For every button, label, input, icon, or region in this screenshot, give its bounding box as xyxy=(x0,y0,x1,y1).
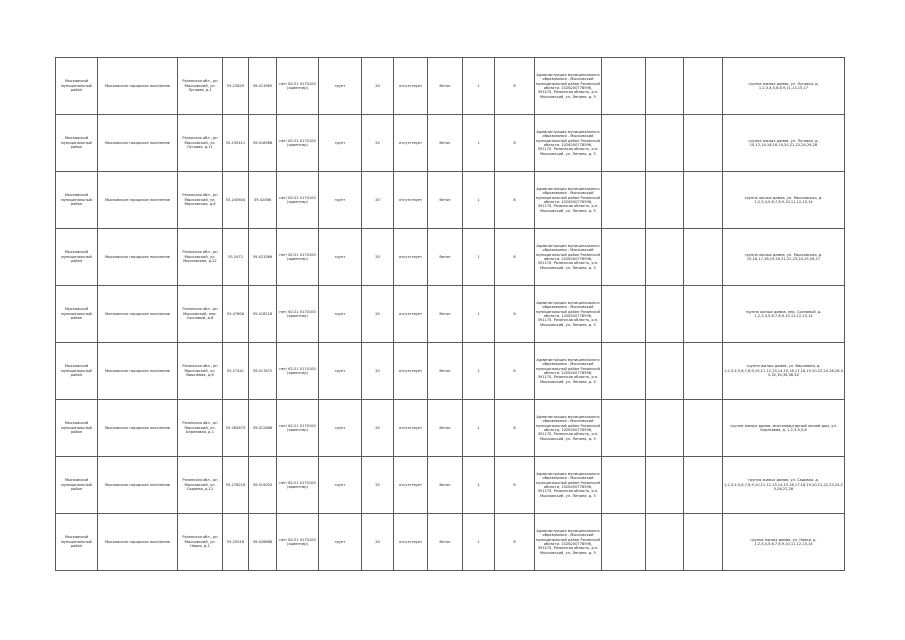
longitude-cell: 39.42066 xyxy=(249,172,277,229)
owner-cell: Администрация муниципального образования - Мысковский муниципальный район Рязанской области, 1026200778596, 391170, Рязанская область, р.п. Мысковский, ул. Ленина, д. 5 xyxy=(535,115,602,172)
container-volume-cell: 8 xyxy=(495,58,535,115)
owner-cell: Администрация муниципального образования - Мысковский муниципальный район Рязанской области, 1026200778596, 391170, Рязанская область, р.п. Мысковский, ул. Ленина, д. 5 xyxy=(535,286,602,343)
cover-cell: отсутствует xyxy=(394,58,428,115)
cadastral-cell: нет/ 62:21 0170100 (ориентир) xyxy=(277,58,319,115)
empty-cell xyxy=(602,229,646,286)
table-row xyxy=(56,457,845,514)
waste-sources-cell: группа жилых домов, пер. Сосновый, д. 1,2,3,4,5,6,7,8,9,10,11,12,13,14 xyxy=(723,286,845,343)
surface-cell: грунт xyxy=(319,514,362,571)
empty-cell xyxy=(646,58,684,115)
table-row xyxy=(56,343,845,400)
cadastral-cell: нет/ 62:21 0170100 (ориентир) xyxy=(277,286,319,343)
address-cell: Рязанская обл., рп Мысковский, пер. Сосновый, д.6 xyxy=(178,286,223,343)
waste-sources-cell: группа жилых домов, ул. Луговая, д. 1,2,3,4,5,6,8,9,11,13,15,17 xyxy=(723,58,845,115)
container-count-cell: 1 xyxy=(463,514,495,571)
surface-cell: грунт xyxy=(319,400,362,457)
address-cell: Рязанская обл., рп Мысковский, ул. Луговая, д.1 xyxy=(178,58,223,115)
empty-cell xyxy=(646,229,684,286)
empty-cell xyxy=(646,457,684,514)
cadastral-cell: нет/ 62:21 0170100 (ориентир) xyxy=(277,343,319,400)
container-volume-cell: 8 xyxy=(495,343,535,400)
area-cell: 20 xyxy=(362,58,394,115)
fence-cell: бетон xyxy=(428,400,463,457)
container-volume-cell: 8 xyxy=(495,514,535,571)
container-count-cell: 1 xyxy=(463,229,495,286)
empty-cell xyxy=(684,457,723,514)
latitude-cell: 55.278216 xyxy=(223,457,249,514)
cover-cell: отсутствует xyxy=(394,286,428,343)
container-sites-table xyxy=(55,57,845,571)
empty-cell xyxy=(646,514,684,571)
address-cell: Рязанская обл., рп Мысковский, ул. Березовая, д.1 xyxy=(178,400,223,457)
longitude-cell: 39.423366 xyxy=(249,229,277,286)
cover-cell: отсутствует xyxy=(394,229,428,286)
waste-sources-cell: группа жилых домов, ул. Луговая, д. 10,12,14,16,18,19,20,21,22,24,26,28 xyxy=(723,115,845,172)
table-row xyxy=(56,115,845,172)
cover-cell: отсутствует xyxy=(394,457,428,514)
settlement-cell: Мысковское городское поселение xyxy=(98,172,178,229)
owner-cell: Администрация муниципального образования - Мысковский муниципальный район Рязанской области, 1026200778596, 391170, Рязанская область, р.п. Мысковский, ул. Ленина, д. 5 xyxy=(535,514,602,571)
container-count-cell: 1 xyxy=(463,286,495,343)
waste-sources-cell: группа жилых домов, многоквартирный жилой дом, ул. Березовая, д. 1,2,3,4,5,6 xyxy=(723,400,845,457)
empty-cell xyxy=(646,286,684,343)
cadastral-cell: нет/ 62:21 0170100 (ориентир) xyxy=(277,229,319,286)
empty-cell xyxy=(602,514,646,571)
fence-cell: бетон xyxy=(428,457,463,514)
latitude-cell: 55.23829 xyxy=(223,58,249,115)
fence-cell: бетон xyxy=(428,115,463,172)
surface-cell: грунт xyxy=(319,457,362,514)
settlement-cell: Мысковское городское поселение xyxy=(98,229,178,286)
cadastral-cell: нет/ 62:21 0170100 (ориентир) xyxy=(277,172,319,229)
waste-sources-cell: группа жилых домов, ул. Мысковская, д. 15,16,17,18,19,20,21,22,23,24,25,26,27 xyxy=(723,229,845,286)
surface-cell: грунт xyxy=(319,58,362,115)
table-row xyxy=(56,172,845,229)
settlement-cell: Мысковское городское поселение xyxy=(98,58,178,115)
container-count-cell: 1 xyxy=(463,58,495,115)
surface-cell: грунт xyxy=(319,229,362,286)
district-cell: Мысковский муниципальный район xyxy=(56,343,98,400)
empty-cell xyxy=(684,172,723,229)
area-cell: 20 xyxy=(362,514,394,571)
area-cell: 20 xyxy=(362,229,394,286)
empty-cell xyxy=(684,286,723,343)
container-count-cell: 1 xyxy=(463,457,495,514)
container-count-cell: 1 xyxy=(463,400,495,457)
address-cell: Рязанская обл., рп Мысковский, ул. Садовая, д.12 xyxy=(178,457,223,514)
settlement-cell: Мысковское городское поселение xyxy=(98,115,178,172)
empty-cell xyxy=(602,343,646,400)
waste-sources-cell: группа жилых домов, ул. Новая, д. 1,2,3,4,5,6,7,8,9,10,11,12,13,14 xyxy=(723,514,845,571)
address-cell: Рязанская обл., рп Мысковский, ул. Мысковская, д.22 xyxy=(178,229,223,286)
cover-cell: отсутствует xyxy=(394,400,428,457)
empty-cell xyxy=(602,286,646,343)
district-cell: Мысковский муниципальный район xyxy=(56,229,98,286)
owner-cell: Администрация муниципального образования - Мысковский муниципальный район Рязанской области, 1026200778596, 391170, Рязанская область, р.п. Мысковский, ул. Ленина, д. 5 xyxy=(535,229,602,286)
district-cell: Мысковский муниципальный район xyxy=(56,400,98,457)
area-cell: 20 xyxy=(362,286,394,343)
empty-cell xyxy=(646,343,684,400)
fence-cell: бетон xyxy=(428,286,463,343)
fence-cell: бетон xyxy=(428,514,463,571)
owner-cell: Администрация муниципального образования - Мысковский муниципальный район Рязанской области, 1026200778596, 391170, Рязанская область, р.п. Мысковский, ул. Ленина, д. 5 xyxy=(535,457,602,514)
waste-sources-cell: группа жилых домов, ул. Мысковская, д. 1,2,3,4,5,6,7,8,9,10,11,12,13,14 xyxy=(723,172,845,229)
empty-cell xyxy=(646,400,684,457)
container-volume-cell: 8 xyxy=(495,115,535,172)
empty-cell xyxy=(684,400,723,457)
longitude-cell: 39.415025 xyxy=(249,457,277,514)
address-cell: Рязанская обл., рп Мысковский, ул. Вишневая, д.6 xyxy=(178,343,223,400)
empty-cell xyxy=(646,172,684,229)
longitude-cell: 39.413965 xyxy=(249,58,277,115)
empty-cell xyxy=(602,58,646,115)
latitude-cell: 55.47806 xyxy=(223,286,249,343)
empty-cell xyxy=(602,115,646,172)
area-cell: 20 xyxy=(362,343,394,400)
container-volume-cell: 8 xyxy=(495,229,535,286)
empty-cell xyxy=(684,514,723,571)
district-cell: Мысковский муниципальный район xyxy=(56,286,98,343)
latitude-cell: 55.265673 xyxy=(223,400,249,457)
cover-cell: отсутствует xyxy=(394,343,428,400)
table-row xyxy=(56,58,845,115)
container-volume-cell: 8 xyxy=(495,400,535,457)
longitude-cell: 39.417672 xyxy=(249,343,277,400)
cover-cell: отсутствует xyxy=(394,514,428,571)
container-count-cell: 1 xyxy=(463,172,495,229)
longitude-cell: 39.418218 xyxy=(249,286,277,343)
address-cell: Рязанская обл., рп Мысковский, ул. Новая, д.1 xyxy=(178,514,223,571)
container-volume-cell: 8 xyxy=(495,286,535,343)
fence-cell: бетон xyxy=(428,343,463,400)
empty-cell xyxy=(684,229,723,286)
container-volume-cell: 8 xyxy=(495,172,535,229)
waste-sources-cell: группа жилых домов, ул. Вишневая, д. 1,2,3,4,5,6,7,8,9,10,11,12,13,14,15,16,17,18,19,20,22,24,26,28,30,32,34,36,38,40 xyxy=(723,343,845,400)
district-cell: Мысковский муниципальный район xyxy=(56,514,98,571)
waste-sources-cell: группа жилых домов, ул. Садовая, д. 1,2,3,4,5,6,7,8,9,10,11,12,13,14,15,16,17,18,19,20,21,22,23,24,25,26,27,28 xyxy=(723,457,845,514)
settlement-cell: Мысковское городское поселение xyxy=(98,343,178,400)
longitude-cell: 39.426668 xyxy=(249,514,277,571)
empty-cell xyxy=(602,457,646,514)
table-row xyxy=(56,229,845,286)
container-count-cell: 1 xyxy=(463,115,495,172)
fence-cell: бетон xyxy=(428,229,463,286)
container-count-cell: 1 xyxy=(463,343,495,400)
empty-cell xyxy=(684,58,723,115)
empty-cell xyxy=(684,115,723,172)
fence-cell: бетон xyxy=(428,172,463,229)
area-cell: 20 xyxy=(362,457,394,514)
area-cell: 20 xyxy=(362,172,394,229)
cover-cell: отсутствует xyxy=(394,172,428,229)
empty-cell xyxy=(684,343,723,400)
latitude-cell: 55.25018 xyxy=(223,514,249,571)
owner-cell: Администрация муниципального образования - Мысковский муниципальный район Рязанской области, 1026200778596, 391170, Рязанская область, р.п. Мысковский, ул. Ленина, д. 5 xyxy=(535,172,602,229)
district-cell: Мысковский муниципальный район xyxy=(56,457,98,514)
settlement-cell: Мысковское городское поселение xyxy=(98,286,178,343)
empty-cell xyxy=(602,400,646,457)
cadastral-cell: нет/ 62:21 0170100 (ориентир) xyxy=(277,457,319,514)
latitude-cell: 55.27441 xyxy=(223,343,249,400)
area-cell: 20 xyxy=(362,400,394,457)
settlement-cell: Мысковское городское поселение xyxy=(98,400,178,457)
area-cell: 20 xyxy=(362,115,394,172)
latitude-cell: 55.2472 xyxy=(223,229,249,286)
cadastral-cell: нет/ 62:21 0170100 (ориентир) xyxy=(277,115,319,172)
table-row xyxy=(56,286,845,343)
address-cell: Рязанская обл., рп Мысковский, ул. Мысковская, д.6 xyxy=(178,172,223,229)
surface-cell: грунт xyxy=(319,286,362,343)
longitude-cell: 39.412886 xyxy=(249,400,277,457)
settlement-cell: Мысковское городское поселение xyxy=(98,457,178,514)
empty-cell xyxy=(646,115,684,172)
cover-cell: отсутствует xyxy=(394,115,428,172)
surface-cell: грунт xyxy=(319,172,362,229)
settlement-cell: Мысковское городское поселение xyxy=(98,514,178,571)
cadastral-cell: нет/ 62:21 0170100 (ориентир) xyxy=(277,514,319,571)
document-table-sheet xyxy=(55,57,844,571)
surface-cell: грунт xyxy=(319,115,362,172)
district-cell: Мысковский муниципальный район xyxy=(56,58,98,115)
table-row xyxy=(56,514,845,571)
longitude-cell: 39.418586 xyxy=(249,115,277,172)
table-row xyxy=(56,400,845,457)
empty-cell xyxy=(602,172,646,229)
owner-cell: Администрация муниципального образования - Мысковский муниципальный район Рязанской области, 1026200778596, 391170, Рязанская область, р.п. Мысковский, ул. Ленина, д. 5 xyxy=(535,343,602,400)
fence-cell: бетон xyxy=(428,58,463,115)
district-cell: Мысковский муниципальный район xyxy=(56,172,98,229)
surface-cell: грунт xyxy=(319,343,362,400)
owner-cell: Администрация муниципального образования - Мысковский муниципальный район Рязанской области, 1026200778596, 391170, Рязанская область, р.п. Мысковский, ул. Ленина, д. 5 xyxy=(535,400,602,457)
address-cell: Рязанская обл., рп Мысковский, ул. Луговая, д.11 xyxy=(178,115,223,172)
district-cell: Мысковский муниципальный район xyxy=(56,115,98,172)
latitude-cell: 55.245604 xyxy=(223,172,249,229)
container-volume-cell: 8 xyxy=(495,457,535,514)
cadastral-cell: нет/ 62:21 0170100 (ориентир) xyxy=(277,400,319,457)
owner-cell: Администрация муниципального образования - Мысковский муниципальный район Рязанской области, 1026200778596, 391170, Рязанская область, р.п. Мысковский, ул. Ленина, д. 5 xyxy=(535,58,602,115)
latitude-cell: 55.235411 xyxy=(223,115,249,172)
